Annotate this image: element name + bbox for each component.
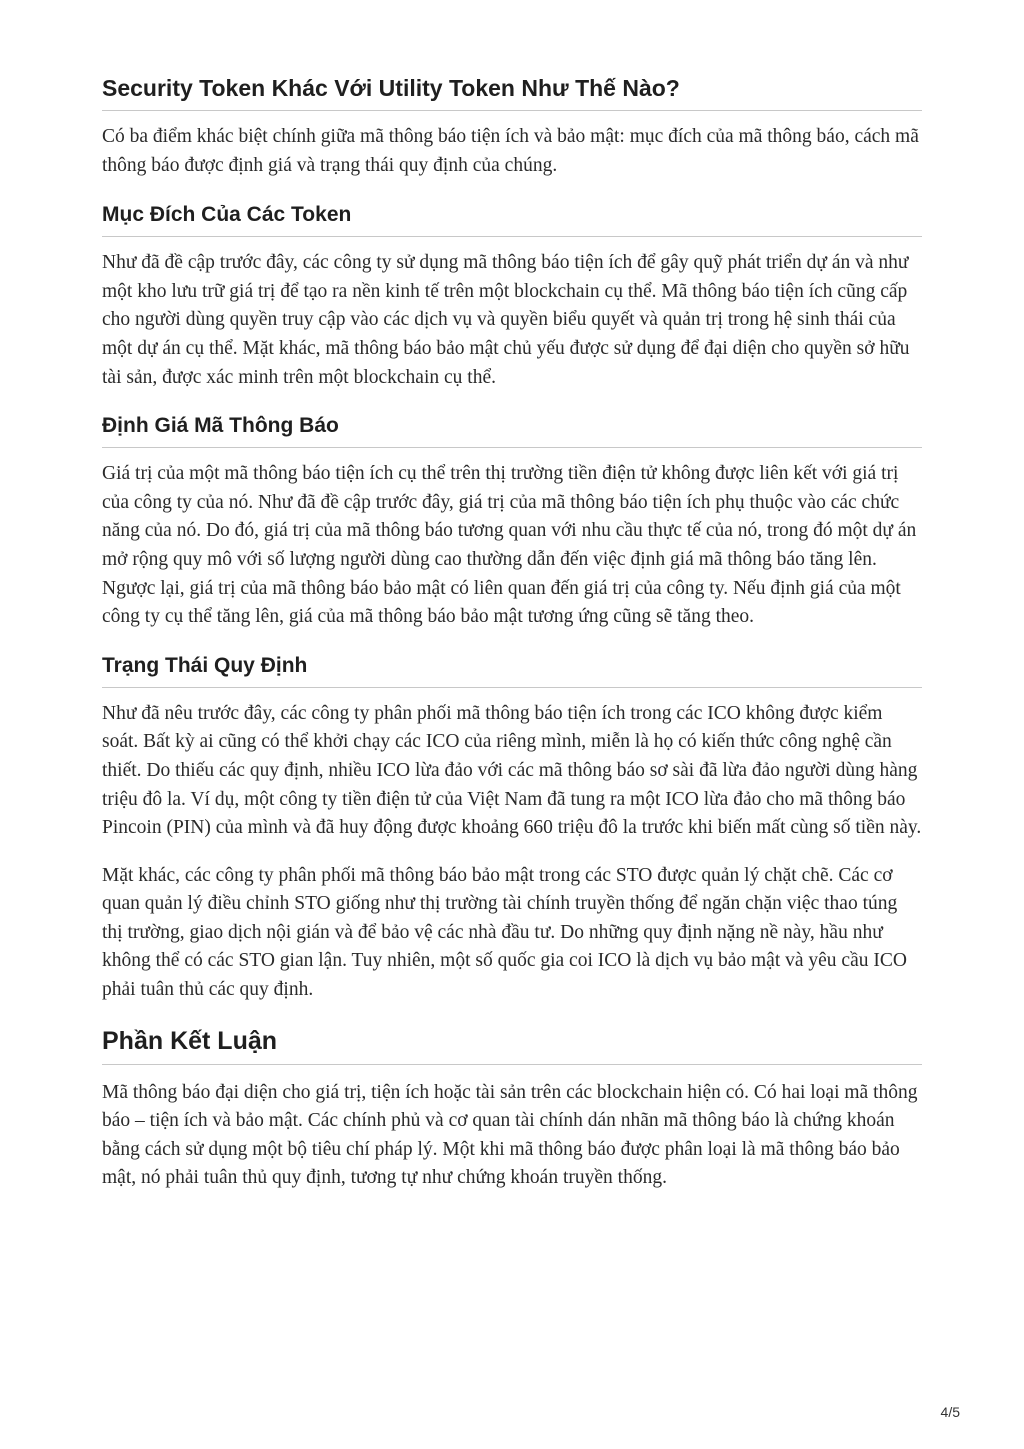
section-heading: Security Token Khác Với Utility Token Như Thế Nào? (102, 72, 922, 111)
section-token-purpose (102, 200, 922, 392)
section-paragraph: Mã thông báo đại diện cho giá trị, tiện ích hoặc tài sản trên các blockchain hiện có. Có hai loại mã thông báo – tiện ích và bảo mật. Các chính phủ và cơ quan tài chính dán nhãn mã thông báo là chứng khoán bằng cách sử dụng một bộ tiêu chí pháp lý. Một khi mã thông báo được phân loại là mã thông báo bảo mật, nó phải tuân thủ quy định, tương tự như chứng khoán truyền thống. (102, 1081, 918, 1189)
subsection-heading: Định Giá Mã Thông Báo (102, 411, 922, 448)
page-number: 4/5 (940, 1404, 960, 1420)
section-security-vs-utility (102, 72, 922, 180)
section-paragraph: Giá trị của một mã thông báo tiện ích cụ thể trên thị trường tiền điện tử không được liên kết với giá trị của công ty của nó. Như đã đề cập trước đây, giá trị của mã thông báo tiện ích phụ thuộc vào các chức năng của nó. Do đó, giá trị của mã thông báo tương quan với nhu cầu thực tế của nó, trong đó một dự án mở rộng quy mô với số lượng người dùng cao thường dẫn đến việc định giá mã thông báo tăng lên. Ngược lại, giá trị của mã thông báo bảo mật có liên quan đến giá trị của công ty. Nếu định giá của một công ty cụ thể tăng lên, giá của mã thông báo bảo mật tương ứng cũng sẽ tăng theo. (102, 463, 917, 628)
subsection-heading: Trạng Thái Quy Định (102, 651, 922, 688)
subsection-heading: Mục Đích Của Các Token (102, 200, 922, 237)
document-page (102, 72, 922, 1193)
section-token-valuation (102, 411, 922, 632)
section-paragraph: Có ba điểm khác biệt chính giữa mã thông báo tiện ích và bảo mật: mục đích của mã thông báo, cách mã thông báo được định giá và trạng thái quy định của chúng. (102, 126, 919, 176)
section-conclusion (102, 1024, 922, 1193)
section-paragraph: Mặt khác, các công ty phân phối mã thông báo bảo mật trong các STO được quản lý chặt chẽ. Các cơ quan quản lý điều chỉnh STO giống như thị trường tài chính truyền thống để ngăn chặn việc thao túng thị trường, giao dịch nội gián và để bảo vệ các nhà đầu tư. Do những quy định nặng nề này, hầu như không thể có các STO gian lận. Tuy nhiên, một số quốc gia coi ICO là dịch vụ bảo mật và yêu cầu ICO phải tuân thủ các quy định. (102, 864, 907, 1001)
section-paragraph: Như đã nêu trước đây, các công ty phân phối mã thông báo tiện ích trong các ICO không được kiểm soát. Bất kỳ ai cũng có thể khởi chạy các ICO của riêng mình, miễn là họ có kiến thức công nghệ cần thiết. Do thiếu các quy định, nhiều ICO lừa đảo với các mã thông báo sơ sài đã lừa đảo người dùng hàng triệu đô la. Ví dụ, một công ty tiền điện tử của Việt Nam đã tung ra một ICO lừa đảo cho mã thông báo Pincoin (PIN) của mình và đã huy động được khoảng 660 triệu đô la trước khi biến mất cùng số tiền này. (102, 702, 922, 839)
section-heading: Phần Kết Luận (102, 1024, 922, 1065)
section-regulatory-status (102, 651, 922, 1005)
section-paragraph: Như đã đề cập trước đây, các công ty sử dụng mã thông báo tiện ích để gây quỹ phát triển dự án và như một kho lưu trữ giá trị để tạo ra nền kinh tế trên một blockchain cụ thể. Mã thông báo tiện ích cũng cấp cho người dùng quyền truy cập vào các dịch vụ và quyền biểu quyết và quản trị trong hệ sinh thái của một dự án cụ thể. Mặt khác, mã thông báo bảo mật chủ yếu được sử dụng để đại diện cho quyền sở hữu tài sản, được xác minh trên một blockchain cụ thể. (102, 252, 910, 388)
